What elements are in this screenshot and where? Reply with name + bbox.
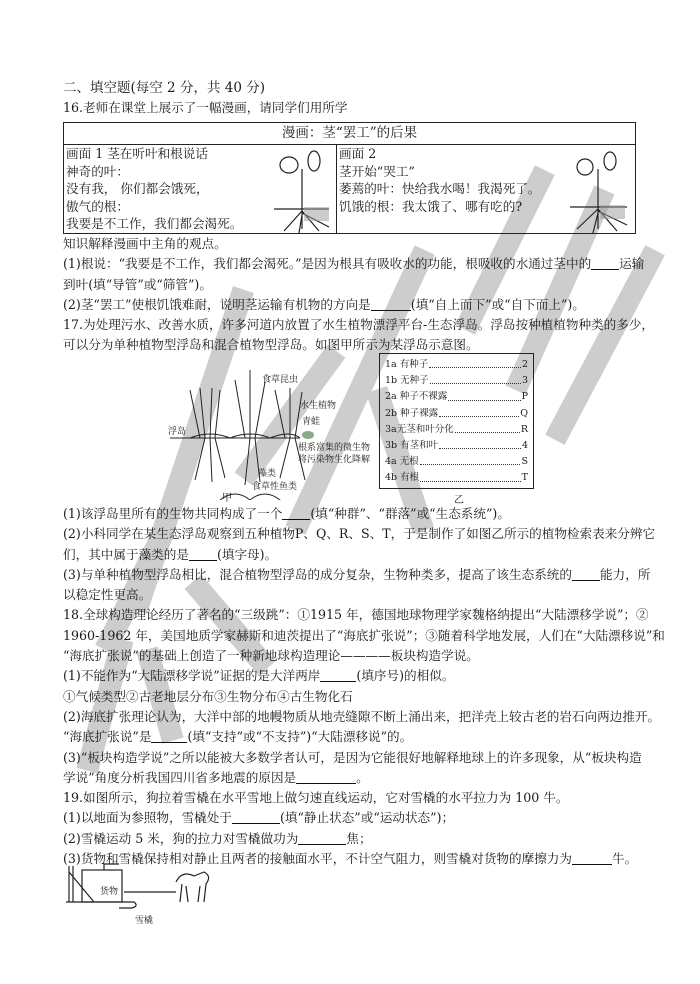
answer-blank[interactable] bbox=[282, 506, 310, 520]
answer-blank[interactable] bbox=[232, 810, 280, 824]
dog-sled-diagram bbox=[64, 862, 234, 918]
q16-intro: 16.老师在课堂上展示了一幅漫画，请同学们用所学 bbox=[63, 100, 348, 116]
key-row: 4a 无根 S bbox=[385, 456, 528, 468]
diagram-label: 水生植物 bbox=[300, 401, 337, 411]
comic-panel-1 bbox=[64, 145, 337, 234]
key-row: 3b 有茎和叶 4 bbox=[385, 439, 528, 451]
figure-caption: 甲 bbox=[222, 493, 232, 504]
q18-options: ①气候类型②古老地层分布③生物分布④古生物化石 bbox=[63, 688, 353, 704]
q16-1-text: (1)根说：“我要是不工作，我们都会渴死。”是因为根具有吸收水的功能，根吸收的水通过茎中的 bbox=[63, 256, 592, 272]
plant-cartoon-icon bbox=[269, 149, 339, 233]
q19-3-unit: 牛。 bbox=[612, 851, 638, 867]
q17-text: 17.为处理污水、改善水质，许多河道内放置了水生植物漂浮平台-生态浮岛。浮岛按种植植物种类的多少， bbox=[63, 317, 655, 333]
key-row: 1a 有种子 2 bbox=[385, 359, 528, 370]
answer-blank[interactable] bbox=[591, 256, 619, 270]
q18-1-text: (1)不能作为“大陆漂移学说”证据的是大洋两岸 bbox=[63, 668, 321, 684]
q17-3-text: 以稳定性更高。 bbox=[63, 587, 152, 603]
key-row: 1b 无种子 3 bbox=[385, 375, 528, 387]
comic-table bbox=[63, 122, 636, 234]
comic-panel-2 bbox=[337, 145, 636, 234]
punct: 。 bbox=[356, 769, 369, 785]
panel-text: 画面 2 bbox=[339, 146, 377, 161]
q19-2-unit: 焦； bbox=[346, 830, 372, 846]
q17-text: 可以分为单种植物型浮岛和混合植物型浮岛。如图甲所示为某浮岛示意图。 bbox=[63, 337, 479, 353]
answer-blank[interactable] bbox=[572, 851, 612, 865]
plant-key-table bbox=[379, 353, 534, 489]
panel-text: 傲气的根： bbox=[66, 198, 129, 214]
q18-2-hint: (填“支持”或“不支持”)“大陆漂移说”的。 bbox=[187, 729, 413, 745]
diagram-label: 青蛙 bbox=[302, 417, 321, 427]
panel-text: 神奇的叶： bbox=[66, 163, 129, 179]
diagram-label: 将污染物生化降解 bbox=[298, 455, 371, 465]
diagram-label: 根系富集的微生物 bbox=[298, 443, 371, 453]
q18-1-hint: (填序号)的相似。 bbox=[356, 668, 455, 684]
answer-blank[interactable] bbox=[371, 297, 411, 311]
panel-text: 茎开始“哭工” bbox=[339, 163, 415, 179]
panel-text: 没有我， 你们都会饿死， bbox=[66, 181, 209, 197]
key-row: 2a 种子不裸露 P bbox=[385, 391, 528, 403]
answer-blank[interactable] bbox=[296, 770, 356, 784]
panel-text: 画面 1 茎在听叶和根说话 bbox=[66, 146, 208, 161]
q19-3-text: (3)货物和雪橇保持相对静止且两者的接触面水平，不计空气阻力，则雪橇对货物的摩擦力为 bbox=[63, 851, 572, 867]
key-row: 2b 种子裸露 Q bbox=[385, 407, 528, 419]
key-row: 3a无茎和叶分化 R bbox=[385, 423, 528, 435]
sled-label: 雪橇 bbox=[135, 916, 154, 926]
q17-2-text: (2)小科同学在某生态浮岛观察到五种植物P、Q、R、S、T，于是制作了如图乙所示的植物检索表来分辨它 bbox=[63, 526, 656, 542]
q17-1-hint: (填“种群”、“群落”或“生态系统”)。 bbox=[310, 506, 510, 521]
answer-blank[interactable] bbox=[298, 831, 346, 845]
key-row: 4b 有根 T bbox=[385, 472, 528, 484]
diagram-label: 食草昆虫 bbox=[262, 375, 299, 385]
q17-3-text: (3)与单种植物型浮岛相比，混合植物型浮岛的成分复杂，生物种类多，提高了该生态系统的 bbox=[63, 566, 572, 582]
q18-text: 18.全球构造理论经历了著名的“三级跳”：①1915 年，德国地球物理学家魏格纳提出“大陆漂移学说”；② bbox=[63, 607, 649, 623]
q18-2-text: (2)海底扩张理论认为，大洋中部的地幔物质从地壳缝隙不断上涌出来，把洋壳上较古老的岩石向两边推开。 bbox=[63, 708, 661, 724]
q19-1-hint: (填“静止状态”或“运动状态”)； bbox=[279, 810, 455, 826]
diagram-label: 食草性鱼类 bbox=[252, 482, 298, 492]
q18-text: 1960-1962 年，美国地质学家赫斯和迪茨提出了“海底扩张说”；③随着科学地发展，人们在“大陆漂移说”和 bbox=[63, 627, 665, 643]
q17-2-text: 们，其中属于藻类的是 bbox=[63, 546, 189, 562]
q16-2-hint: (填“自上而下”或“自下而上”)。 bbox=[410, 296, 585, 312]
q16-1-hint: 到叶(填“导管”或“筛管”)。 bbox=[63, 276, 212, 292]
q18-text: “海底扩张说”的基础上创造了一种新地球构造理论————板块构造学说。 bbox=[63, 648, 479, 664]
q19-1-text: (1)以地面为参照物，雪橇处于 bbox=[63, 810, 232, 826]
q16-2-text: (2)茎“罢工”使根饥饿难耐，说明茎运输有机物的方向是 bbox=[63, 296, 371, 312]
panel-text: 我要是不工作，我们都会渴死。 bbox=[66, 216, 243, 232]
q17-3-text-end: 能力，所 bbox=[600, 566, 651, 582]
answer-blank[interactable] bbox=[320, 668, 356, 682]
diagram-label: 藻类 bbox=[258, 469, 277, 479]
q18-3-text: 学说”角度分析我国四川省多地震的原因是 bbox=[63, 769, 297, 785]
answer-blank[interactable] bbox=[151, 729, 187, 743]
q16-prompt: 知识解释漫画中主角的观点。 bbox=[63, 236, 227, 251]
panel-text: 饥饿的根：我太饿了、哪有吃的? bbox=[339, 198, 523, 214]
q19-text: 19.如图所示，狗拉着雪橇在水平雪地上做匀速直线运动，它对雪橇的水平拉力为 100 牛。 bbox=[63, 790, 569, 806]
q17-1-text: (1)该浮岛里所有的生物共同构成了一个 bbox=[63, 506, 283, 521]
q17-2-hint: (填字母)。 bbox=[216, 546, 278, 562]
cargo-label: 货物 bbox=[100, 887, 119, 897]
q18-2-text: “海底扩张说”是 bbox=[63, 729, 152, 745]
section-title: 二、填空题(每空 2 分，共 40 分) bbox=[63, 80, 265, 96]
q18-3-text: (3)“板块构造学说”之所以能被大多数学者认可，是因为它能很好地解释地球上的许多现象，从“板块构造 bbox=[63, 749, 642, 765]
wilted-plant-cartoon-icon bbox=[565, 149, 635, 233]
answer-blank[interactable] bbox=[189, 547, 217, 561]
diagram-label: 浮岛 bbox=[168, 427, 187, 437]
panel-text: 萎蔫的叶：快给我水喝！我渴死了。 bbox=[339, 181, 541, 197]
comic-title: 漫画：茎“罢工”的后果 bbox=[64, 123, 636, 145]
q16-1-text-end: 运输 bbox=[619, 256, 645, 272]
q19-2-text: (2)雪橇运动 5 米，狗的拉力对雪橇做功为 bbox=[63, 830, 299, 846]
figure-caption: 乙 bbox=[454, 495, 464, 506]
answer-blank[interactable] bbox=[572, 567, 600, 581]
